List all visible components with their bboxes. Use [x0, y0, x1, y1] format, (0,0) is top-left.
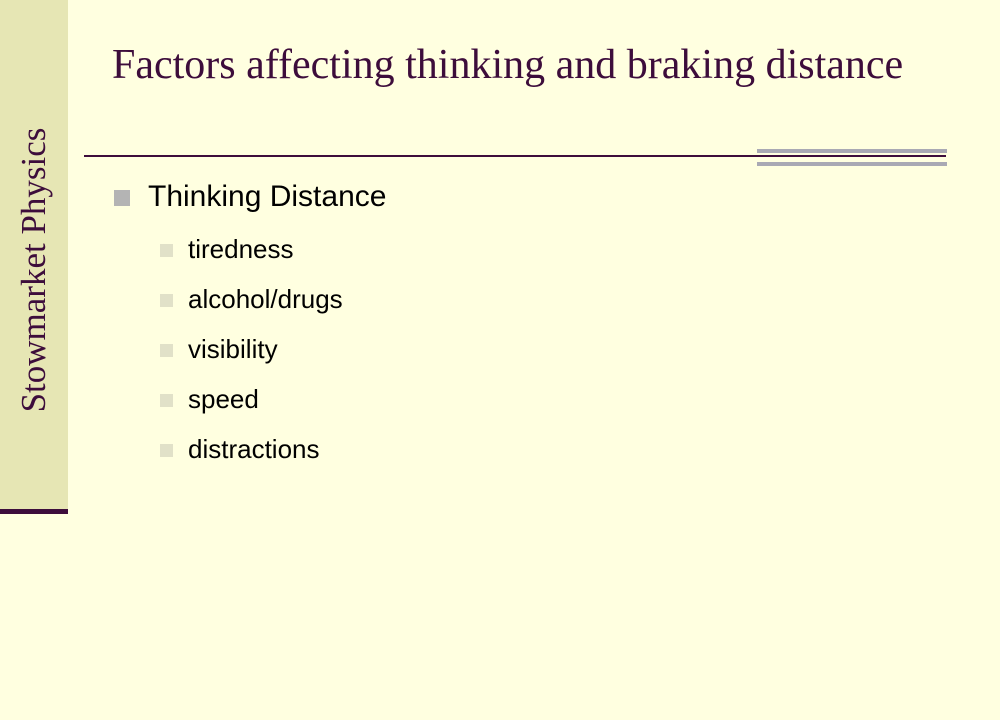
square-bullet-icon [160, 394, 173, 407]
square-bullet-icon [160, 344, 173, 357]
sidebar-divider [0, 509, 68, 514]
list-item-label: speed [188, 384, 259, 414]
square-bullet-icon [160, 244, 173, 257]
bullet-list [114, 174, 934, 474]
list-item-label: alcohol/drugs [188, 284, 343, 314]
list-item-label: distractions [188, 434, 320, 464]
sidebar-label: Stowmarket Physics [14, 127, 53, 413]
square-bullet-icon [160, 444, 173, 457]
list-item-heading [114, 174, 934, 220]
title-underline-accent [757, 149, 947, 166]
square-bullet-icon [160, 294, 173, 307]
list-item-label: Thinking Distance [148, 180, 387, 213]
slide-title: Factors affecting thinking and braking distance [112, 42, 904, 88]
list-item [160, 224, 934, 274]
list-item-label: visibility [188, 334, 278, 364]
list-item [160, 374, 934, 424]
list-item [160, 274, 934, 324]
square-bullet-icon [114, 190, 130, 206]
sidebar [0, 0, 68, 512]
list-item [160, 424, 934, 474]
list-item [160, 324, 934, 374]
list-item-label: tiredness [188, 234, 294, 264]
